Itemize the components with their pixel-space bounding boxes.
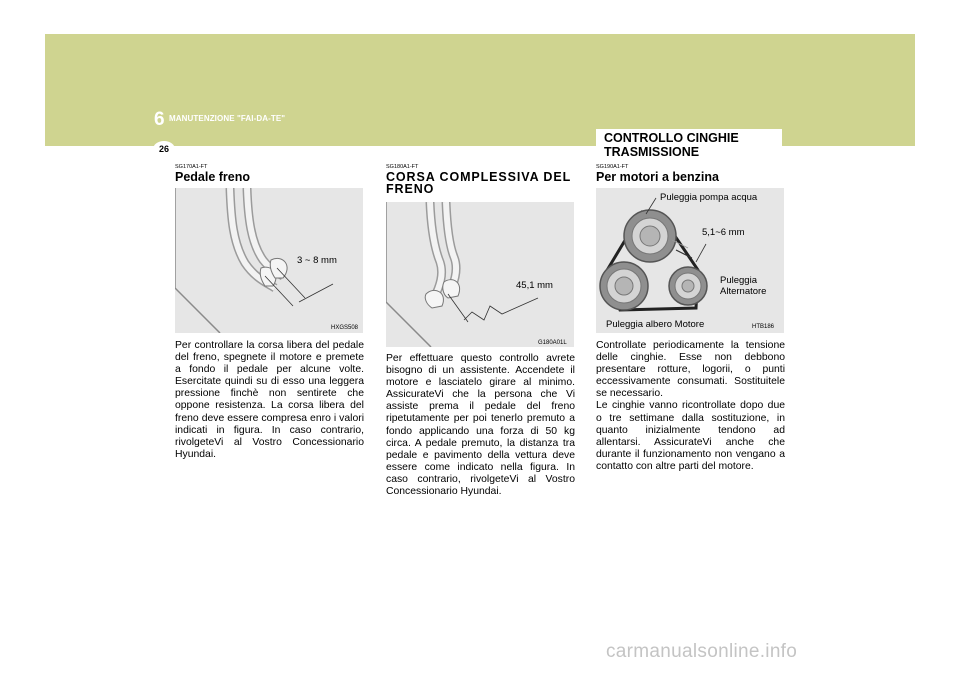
paragraph: Per controllare la corsa libera del pedale del freno, spegnete il motore e premete a fondo il pedale per alcune volte. Esercitate quindi su di esso una leggera pressione finchè non sentirete che oppone resistenza. La corsa libera del freno deve essere compresa enro i valori indicati in figura. In caso contrario, rivolgeteVi al Vostro Concessionario Hyundai. (175, 340, 364, 460)
paragraph: Controllate periodicamente la tensione delle cinghie. Esse non debbono presentare rotture, logorii, o punti eccessivamente consumati. Sostituitele se necessario. (596, 340, 785, 400)
figure-code: HTB186 (752, 324, 775, 330)
brake-travel-figure (386, 202, 574, 347)
section-code: SG180A1-FT (386, 164, 419, 170)
column-brake-travel (386, 164, 576, 195)
figure-code: G180A01L (538, 340, 567, 346)
alternator-pulley-label-line1: Puleggia (720, 275, 757, 286)
total-travel-label: 45,1 mm (516, 280, 553, 291)
page-number: 26 (153, 141, 175, 157)
alternator-pulley-label-line2: Alternatore (720, 286, 767, 297)
drive-belt-figure (596, 188, 784, 333)
free-play-label: 3 ~ 8 mm (297, 255, 337, 266)
brake-travel-illustration (386, 202, 574, 347)
section-title: CONTROLLO CINGHIE TRASMISSIONE (604, 131, 739, 159)
brake-pedal-text (175, 340, 364, 461)
chapter-number: 6 (154, 109, 165, 130)
crankshaft-pulley-label: Puleggia albero Motore (606, 319, 705, 330)
column-brake-pedal (175, 164, 365, 183)
drive-belt-text (596, 340, 785, 473)
section-code: SG190A1-FT (596, 164, 629, 170)
section-code: SG170A1-FT (175, 164, 208, 170)
water-pump-pulley-label: Puleggia pompa acqua (660, 192, 758, 203)
belt-deflection-label: 5,1~6 mm (702, 227, 745, 238)
brake-travel-text (386, 353, 575, 498)
column-drive-belts (596, 164, 786, 183)
section-heading: Per motori a benzina (596, 170, 719, 184)
section-heading: CORSA COMPLESSIVA DEL FRENO (386, 170, 571, 196)
drive-belt-illustration (596, 188, 784, 333)
section-heading: Pedale freno (175, 170, 251, 184)
figure-code: HXGS508 (331, 325, 359, 331)
header-band (45, 34, 915, 146)
paragraph: Per effettuare questo controllo avrete bisogno di un assistente. Accendete il motore e lasciatelo girare al minimo. AssicurateVi che la persona che Vi assiste prema il pedale del freno ripetutamente per poi tenerlo premuto a fondo applicando una forza di 50 kg circa. A pedale premuto, la distanza tra pedale e pavimento della vettura deve essere come indicato nella figura. In caso contrario, rivolgeteVi al Vostro Concessionario Hyundai. (386, 353, 575, 498)
chapter-title: MANUTENZIONE "FAI-DA-TE" (169, 114, 286, 123)
paragraph: Le cinghie vanno ricontrollate dopo due o tre settimane dalla sostituzione, in quanto inizialmente tendono ad allentarsi. AssicurateVi anche che durante il funzionamento non vengano a contatto con altre parti del motore. (596, 400, 785, 472)
watermark: carmanualsonline.info (606, 641, 798, 662)
